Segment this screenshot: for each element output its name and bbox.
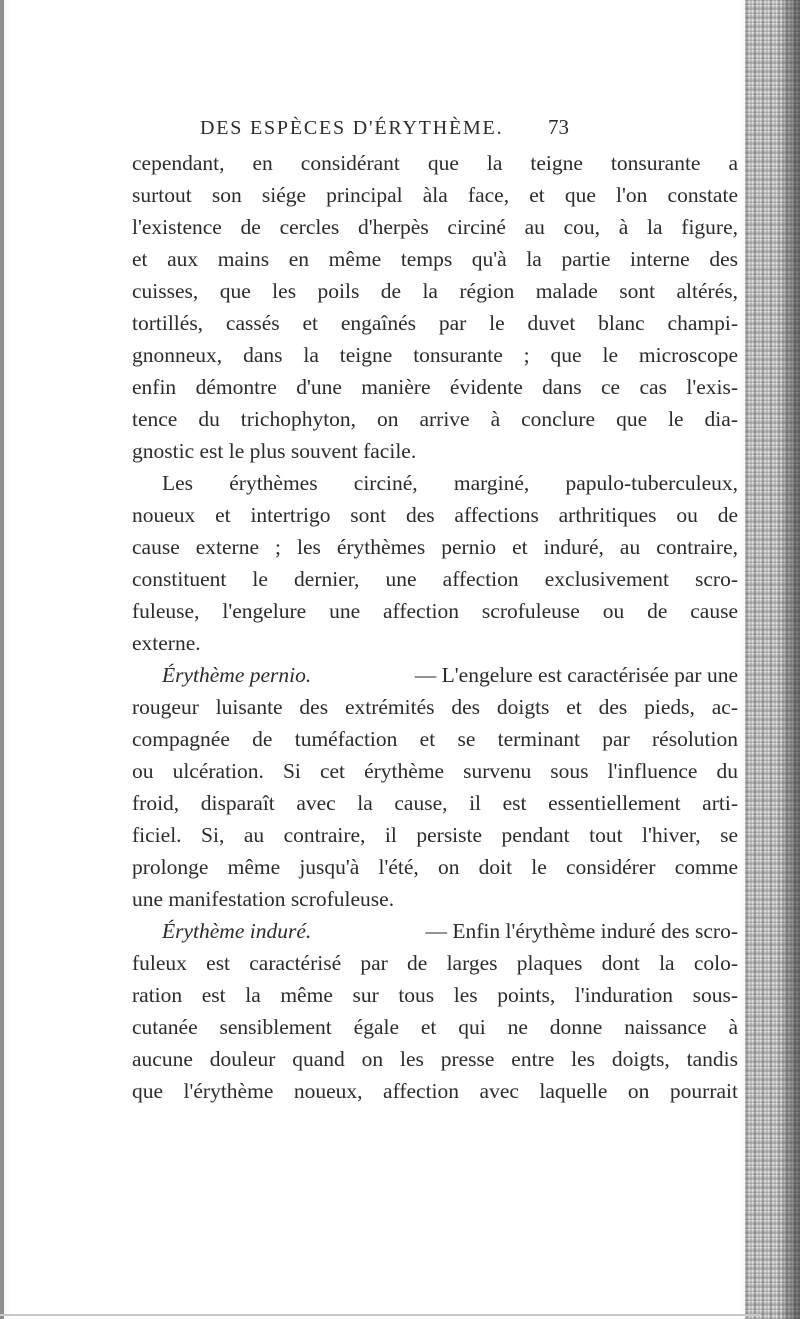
section-heading-indure: Érythème induré. [162,919,312,943]
text-line: cependant, en considérant que la teigne tonsurante a [132,151,738,175]
text-line: enfin démontre d'une manière évidente dans ce cas l'exis- [132,375,738,399]
running-title: DES ESPÈCES D'ÉRYTHÈME. [200,117,504,139]
text-line: constituent le dernier, une affection exclusivement scro- [132,567,738,591]
text-line: Les érythèmes circiné, marginé, papulo-tuberculeux, [162,471,738,495]
text-line: tence du trichophyton, on arrive à conclure que le dia- [132,407,738,431]
text-line: compagnée de tuméfaction et se terminant par résolution [132,727,738,751]
text-line: gnostic est le plus souvent facile. [132,439,417,463]
text-line: noueux et intertrigo sont des affections arthritiques ou de [132,503,738,527]
text-line: fuleux est caractérisé par de larges plaques dont la colo- [132,951,738,975]
text-span: — L'engelure est caractérisée par une [409,663,738,687]
text-line: aucune douleur quand on les presse entre les doigts, tandis [132,1047,738,1071]
text-line: cause externe ; les érythèmes pernio et induré, au contraire, [132,535,738,559]
text-line [162,921,738,943]
text-line: fuleuse, l'engelure une affection scrofuleuse ou de cause [132,599,738,623]
text-line: cutanée sensiblement égale et qui ne donne naissance à [132,1015,738,1039]
text-line: surtout son siége principal àla face, et que l'on constate [132,183,738,207]
text-span: — Enfin l'érythème induré des scro- [420,919,738,943]
text-line: l'existence de cercles d'herpès circiné au cou, à la figure, [132,215,738,239]
text-line: prolonge même jusqu'à l'été, on doit le considérer comme [132,855,738,879]
text-line: tortillés, cassés et engaînés par le duvet blanc champi- [132,311,738,335]
text-line: et aux mains en même temps qu'à la partie interne des [132,247,738,271]
text-line: que l'érythème noueux, affection avec laquelle on pourrait [132,1079,738,1103]
page-left-edge [0,0,4,1319]
text-line: externe. [132,631,201,655]
text-line: froid, disparaît avec la cause, il est essentiellement arti- [132,791,738,815]
text-line: ration est la même sur tous les points, l'induration sous- [132,983,738,1007]
text-line: ou ulcération. Si cet érythème survenu sous l'influence du [132,759,738,783]
text-line [162,665,738,687]
text-line: gnonneux, dans la teigne tonsurante ; que le microscope [132,343,738,367]
binding-shadow [782,0,800,1319]
page-number: 73 [548,115,569,139]
text-line: ficiel. Si, au contraire, il persiste pendant tout l'hiver, se [132,823,738,847]
section-heading-pernio: Érythème pernio. [162,663,312,687]
text-line: une manifestation scrofuleuse. [132,887,395,911]
page-bottom-edge [0,1314,760,1316]
text-line: rougeur luisante des extrémités des doigts et des pieds, ac- [132,695,738,719]
text-line: cuisses, que les poils de la région malade sont altérés, [132,279,738,303]
